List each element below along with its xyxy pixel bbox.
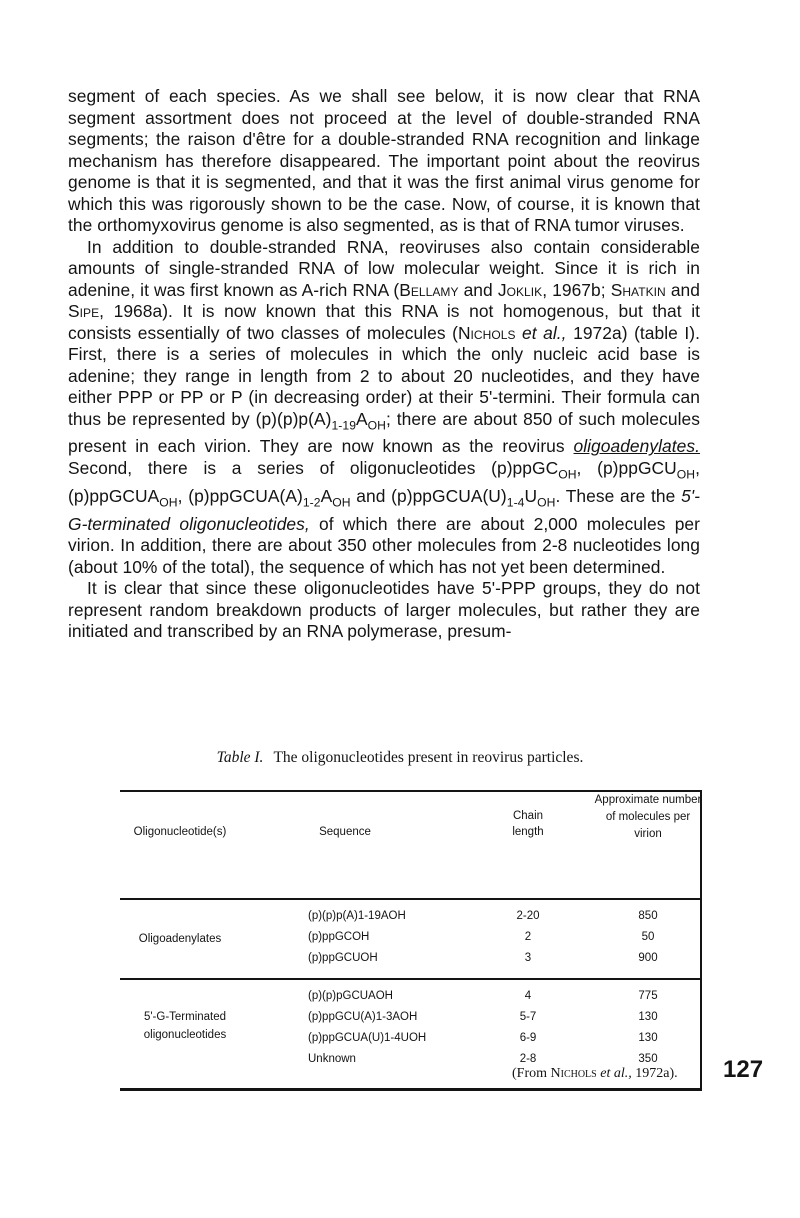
author-nichols: Nichols <box>457 322 516 343</box>
length-cell: 2-20 <box>516 910 540 922</box>
term-oligoadenylates: oligoadenylates. <box>573 436 700 457</box>
subscript: OH <box>537 495 556 510</box>
term-5g-terminated: 5'-G-terminated oligonucleotides, <box>68 485 700 534</box>
text: and (p)ppGCUA(U) <box>350 485 507 506</box>
group-name-line: 5'-G-Terminated <box>143 1011 227 1023</box>
subscript: 1-19 <box>331 417 357 432</box>
source-author: Nichols <box>550 1066 597 1081</box>
length-cell: 2-8 <box>519 1053 537 1065</box>
caption-label: Table I. <box>216 749 264 766</box>
header-chain-length: Chain length <box>512 810 544 838</box>
header-number: Approximate number of molecules per virion <box>594 794 702 840</box>
group-name-line: oligonucleotides <box>143 1029 227 1041</box>
number-cell: 130 <box>638 1032 658 1044</box>
text: In addition to double-stranded RNA, reoviruses also contain considerable amounts of single-stranded RNA of low molecular weight. Since it is rich in adenine, it was first known as A-rich RNA ( <box>68 236 700 300</box>
number-cell: 350 <box>638 1053 658 1065</box>
text: , (p)ppGCUA <box>68 457 700 506</box>
caption-text: The oligonucleotides present in reovirus particles. <box>273 749 584 766</box>
paragraph-3: It is clear that since these oligonucleotides have 5'-PPP groups, they do not represent random breakdown products of larger molecules, but rather they are initiated and transcribed by an RNA polymerase, presum- <box>68 578 700 642</box>
source-year: 1972a). <box>631 1066 678 1081</box>
text: Second, there is a series of oligonucleotides (p)ppGC <box>68 457 559 478</box>
text: and <box>665 279 700 300</box>
sequence-cell: (p)(p)p(A)1-19AOH <box>308 910 406 922</box>
header-rule <box>120 898 702 900</box>
author-joklik: Joklik <box>497 279 543 300</box>
subscript: OH <box>159 495 178 510</box>
text: , 1968a). It is now known that this RNA is not homogenous, but that it consists essentially of two classes of molecules ( <box>68 301 700 343</box>
length-cell: 5-7 <box>519 1011 537 1023</box>
author-shatkin: Shatkin <box>610 279 666 300</box>
subscript: 1-4 <box>506 495 525 510</box>
length-cell: 2 <box>524 931 532 943</box>
header-oligonucleotides: Oligonucleotide(s) <box>133 826 227 838</box>
group-oligoadenylates: Oligoadenylates <box>138 933 222 945</box>
text: , (p)ppGCU <box>576 457 677 478</box>
sequence-cell: Unknown <box>308 1053 356 1065</box>
length-cell: 3 <box>524 952 532 964</box>
text: . These are the <box>555 485 682 506</box>
length-cell: 6-9 <box>519 1032 537 1044</box>
sequence-cell: (p)ppGCUA(U)1-4UOH <box>308 1032 427 1044</box>
subscript: OH <box>367 417 387 432</box>
number-cell: 900 <box>638 952 658 964</box>
subscript: OH <box>676 467 696 482</box>
table-caption <box>0 749 800 767</box>
subscript: OH <box>558 467 577 482</box>
sequence-cell: (p)ppGCOH <box>308 931 370 943</box>
sequence-cell: (p)ppGCU(A)1-3AOH <box>308 1011 418 1023</box>
et-al: et al., <box>515 322 567 343</box>
header-sequence: Sequence <box>319 826 371 838</box>
page-body <box>68 86 700 643</box>
page-number: 127 <box>723 1056 764 1083</box>
paragraph-1: segment of each species. As we shall see below, it is now clear that RNA segment assortment does not proceed at the level of double-stranded RNA segments; the raison d'être for a double-stranded RNA recognition and linkage mechanism has therefore disappeared. The important point about the reovirus genome is that it is segmented, and that it was the first animal virus genome for which this was rigorously shown to be the case. Now, of course, it is known that the orthomyxovirus genome is also segmented, as is that of RNA tumor viruses. <box>68 86 700 235</box>
text: , (p)ppGCUA(A) <box>177 485 303 506</box>
author-sipe: Sipe <box>68 301 100 321</box>
sequence-cell: (p)(p)pGCUAOH <box>308 990 393 1002</box>
subscript: 1-2 <box>302 495 321 510</box>
text: and <box>458 279 498 300</box>
number-cell: 775 <box>638 990 658 1002</box>
table-source <box>512 1066 678 1082</box>
length-cell: 4 <box>524 990 532 1002</box>
source-etal: et al., <box>596 1066 632 1081</box>
table-bottom-rule <box>120 1088 702 1091</box>
group-5g-terminated <box>120 1008 250 1044</box>
number-cell: 850 <box>638 910 658 922</box>
text: , 1967b; <box>542 279 611 300</box>
data-table <box>120 790 702 1092</box>
author-bellamy: Bellamy <box>399 279 459 300</box>
text: 1972a) (table I). First, there is a series of molecules in which the only nucleic acid base is adenine; they range in length from 2 to about 20 nucleotides, and they have either PPP or PP or P (in decreasing order) at their 5'-termini. Their formula can thus be represented by (p)(p)p(A) <box>68 322 700 429</box>
subscript: OH <box>332 495 351 510</box>
paragraph-2 <box>68 237 700 579</box>
text: A <box>320 485 333 506</box>
text: ; there are about 850 of such molecules present in each virion. They are now known as the reovirus <box>68 408 700 457</box>
text: U <box>524 485 538 506</box>
source-text: (From <box>512 1066 551 1081</box>
group-rule <box>120 978 702 980</box>
text: of which there are about 2,000 molecules per virion. In addition, there are about 350 other molecules from 2-8 nucleotides long (about 10% of the total), the sequence of which has not yet been determined. <box>68 513 700 577</box>
number-cell: 50 <box>641 931 655 943</box>
text: A <box>356 408 368 429</box>
sequence-cell: (p)ppGCUOH <box>308 952 378 964</box>
number-cell: 130 <box>638 1011 658 1023</box>
